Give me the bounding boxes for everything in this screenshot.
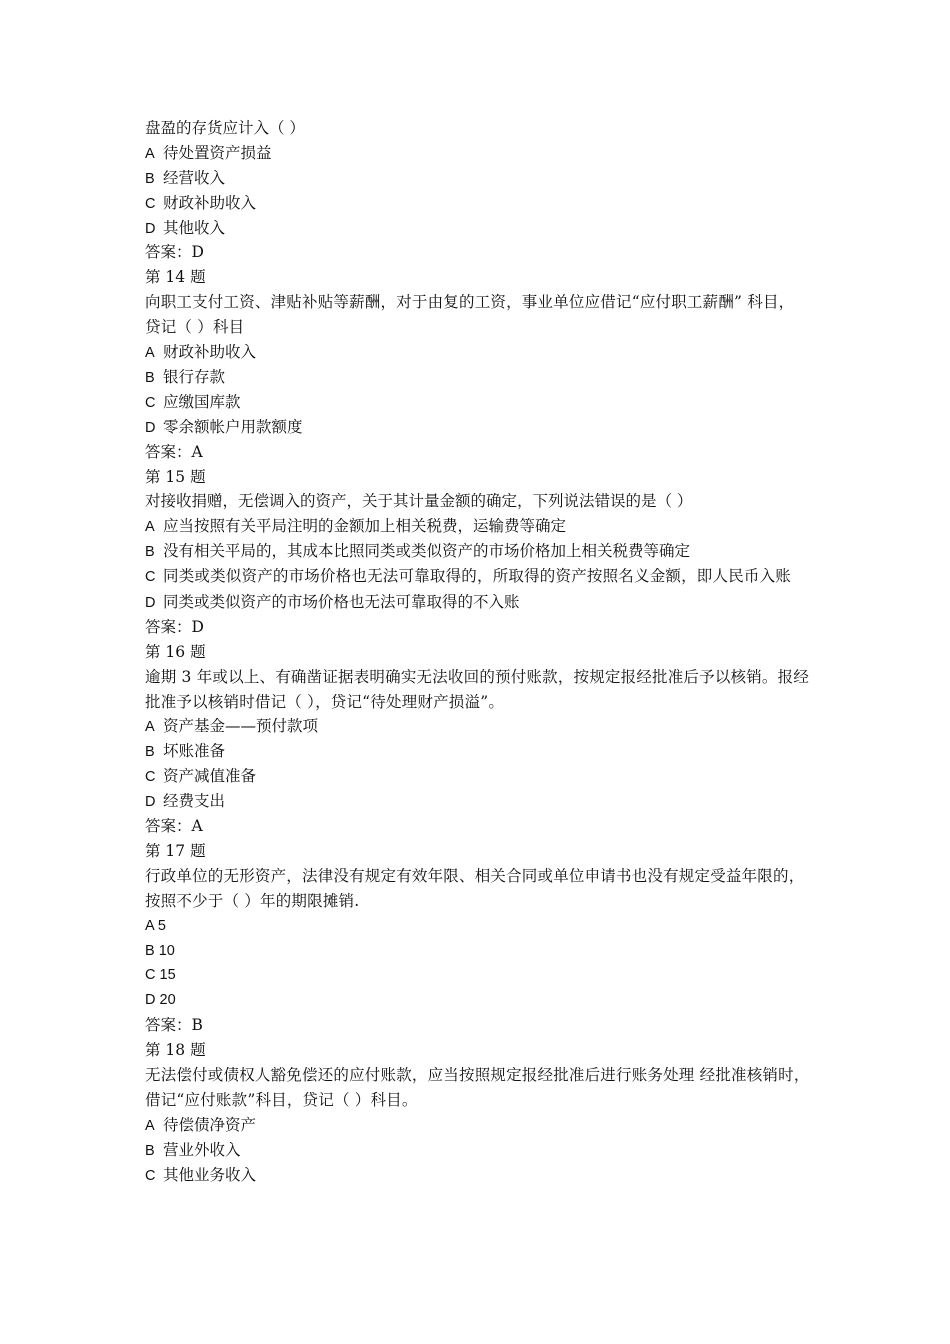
question-text: 逾期 3 年或以上、有确凿证据表明确实无法收回的预付账款，按规定报经批准后予以核销。报经批准予以核销时借记（ ），贷记“待处理财产损溢”。: [145, 667, 810, 711]
option-d: [145, 590, 810, 615]
question-heading: 第 15 题: [145, 467, 206, 486]
answer-line: 答案：B: [145, 1016, 203, 1035]
answer-line: 答案：D: [145, 617, 204, 636]
option-d: [145, 415, 810, 440]
option-text: 资产基金——预付款项: [163, 717, 319, 736]
answer-line: 答案：A: [145, 817, 203, 836]
option-text: 其他业务收入: [163, 1165, 257, 1184]
option-d: D 20: [145, 992, 176, 1009]
option-a: [145, 141, 810, 166]
option-text: 同类或类似资产的市场价格也无法可靠取得的，所取得的资产按照名义金额，即人民币入账: [163, 567, 792, 586]
option-letter: B: [145, 1142, 155, 1159]
option-letter: D: [145, 594, 156, 611]
option-letter: B: [145, 744, 155, 761]
question-heading: 第 18 题: [145, 1041, 206, 1060]
option-c: [145, 1163, 810, 1188]
option-c: [145, 764, 810, 789]
question-text: 对接收捐赠，无偿调入的资产，关于其计量金额的确定，下列说法错误的是（ ）: [145, 492, 693, 511]
option-letter: A: [145, 1117, 155, 1134]
option-b: [145, 539, 810, 564]
option-c: [145, 191, 810, 216]
option-b: [145, 739, 810, 764]
option-a: [145, 340, 810, 365]
option-text: 经费支出: [163, 792, 226, 811]
option-letter: C: [145, 195, 156, 212]
question-text: 无法偿付或债权人豁免偿还的应付账款，应当按照规定报经批准后进行账务处理 经批准核销时，借记“应付账款”科目，贷记（ ）科目。: [145, 1065, 810, 1109]
option-text: 财政补助收入: [163, 193, 257, 212]
option-b: [145, 166, 810, 191]
option-text: 其他收入: [163, 218, 226, 237]
question-heading: 第 17 题: [145, 841, 206, 860]
option-text: 应当按照有关平局注明的金额加上相关税费，运输费等确定: [163, 517, 567, 536]
option-text: 营业外收入: [163, 1140, 241, 1159]
option-b: B 10: [145, 942, 175, 959]
question-heading: 第 16 题: [145, 642, 206, 661]
option-letter: C: [145, 394, 156, 411]
option-letter: C: [145, 569, 156, 586]
answer-line: 答案：D: [145, 243, 204, 262]
question-text: 向职工支付工资、津贴补贴等薪酬，对于由复的工资，事业单位应借记“应付职工薪酬” 科目，贷记（ ）科目: [145, 293, 795, 337]
option-letter: A: [145, 145, 155, 162]
option-letter: D: [145, 220, 156, 237]
option-text: 待处置资产损益: [163, 143, 272, 162]
option-text: 同类或类似资产的市场价格也无法可靠取得的不入账: [163, 592, 520, 611]
option-text: 经营收入: [163, 168, 226, 187]
option-a: [145, 514, 810, 539]
option-letter: D: [145, 419, 156, 436]
option-c: [145, 564, 810, 590]
option-a: [145, 1113, 810, 1138]
option-a: A 5: [145, 917, 166, 934]
option-letter: B: [145, 170, 155, 187]
option-c: C 15: [145, 967, 176, 984]
option-text: 资产减值准备: [163, 767, 257, 786]
option-d: [145, 216, 810, 241]
answer-line: 答案：A: [145, 442, 203, 461]
option-text: 银行存款: [163, 367, 226, 386]
option-a: [145, 714, 810, 739]
option-letter: B: [145, 544, 155, 561]
option-c: [145, 390, 810, 415]
option-letter: A: [145, 519, 155, 536]
option-letter: A: [145, 345, 155, 362]
option-text: 待偿债净资产: [163, 1115, 257, 1134]
option-text: 零余额帐户用款额度: [163, 417, 303, 436]
option-d: [145, 789, 810, 814]
option-b: [145, 365, 810, 390]
option-b: [145, 1138, 810, 1163]
question-text: 盘盈的存货应计入（ ）: [145, 119, 305, 137]
option-text: 财政补助收入: [163, 343, 257, 362]
document-page: [145, 116, 810, 1187]
option-letter: D: [145, 794, 156, 811]
question-text: 行政单位的无形资产，法律没有规定有效年限、相关合同或单位申请书也没有规定受益年限的，按照不少于（ ）年的期限摊销.: [145, 866, 805, 910]
option-letter: A: [145, 719, 155, 736]
option-text: 应缴国库款: [163, 392, 241, 411]
option-letter: B: [145, 369, 155, 386]
question-heading: 第 14 题: [145, 268, 206, 287]
option-letter: C: [145, 769, 156, 786]
option-text: 坏账准备: [163, 742, 226, 761]
option-text: 没有相关平局的，其成本比照同类或类似资产的市场价格加上相关税费等确定: [163, 542, 691, 561]
option-letter: C: [145, 1167, 156, 1184]
